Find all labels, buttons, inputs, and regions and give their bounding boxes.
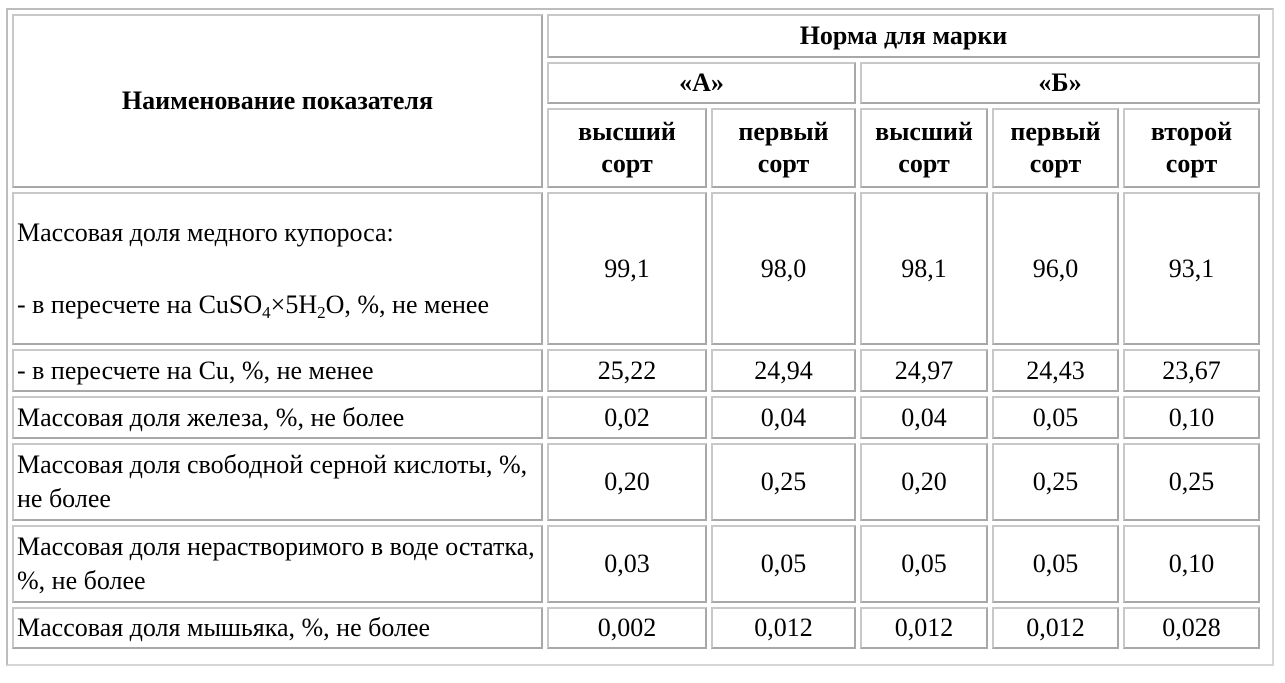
row-name: Массовая доля свободной серной кислоты, %, не более xyxy=(12,443,543,521)
value-cell: 0,10 xyxy=(1123,525,1260,603)
value-cell: 0,02 xyxy=(547,396,707,439)
value-cell: 24,94 xyxy=(711,349,856,392)
value-cell: 0,20 xyxy=(547,443,707,521)
table-row xyxy=(12,607,1260,649)
sort-header-b-first: первый сорт xyxy=(992,108,1119,188)
value-cell: 98,0 xyxy=(711,192,856,345)
row-name: - в пересчете на Cu, %, не менее xyxy=(12,349,543,392)
table-row xyxy=(12,525,1260,603)
value-cell: 0,25 xyxy=(992,443,1119,521)
value-cell: 0,20 xyxy=(860,443,988,521)
value-cell: 0,05 xyxy=(860,525,988,603)
value-cell: 99,1 xyxy=(547,192,707,345)
value-cell: 0,002 xyxy=(547,607,707,649)
value-cell: 0,012 xyxy=(860,607,988,649)
row-name: Массовая доля нерастворимого в воде остатка, %, не более xyxy=(12,525,543,603)
table-row xyxy=(12,349,1260,392)
value-cell: 0,04 xyxy=(860,396,988,439)
indicator-header: Наименование показателя xyxy=(12,14,543,188)
value-cell: 24,97 xyxy=(860,349,988,392)
row-name: Массовая доля железа, %, не более xyxy=(12,396,543,439)
value-cell: 93,1 xyxy=(1123,192,1260,345)
value-cell: 96,0 xyxy=(992,192,1119,345)
quality-spec-table xyxy=(8,10,1264,653)
sort-header-b-second: второй сорт xyxy=(1123,108,1260,188)
norm-header: Норма для марки xyxy=(547,14,1260,58)
value-cell: 0,04 xyxy=(711,396,856,439)
value-cell: 23,67 xyxy=(1123,349,1260,392)
value-cell: 0,25 xyxy=(1123,443,1260,521)
value-cell: 98,1 xyxy=(860,192,988,345)
value-cell: 0,05 xyxy=(992,396,1119,439)
sort-header-b-top: высший сорт xyxy=(860,108,988,188)
value-cell: 0,03 xyxy=(547,525,707,603)
sort-header-a-first: первый сорт xyxy=(711,108,856,188)
sort-header-a-top: высший сорт xyxy=(547,108,707,188)
value-cell: 0,05 xyxy=(711,525,856,603)
table-row xyxy=(12,192,1260,345)
value-cell: 0,028 xyxy=(1123,607,1260,649)
row-name: Массовая доля мышьяка, %, не более xyxy=(12,607,543,649)
value-cell: 0,10 xyxy=(1123,396,1260,439)
row-name: Массовая доля медного купороса: - в пересчете на $CuSO_4\times 5H_2O$, %, не менее xyxy=(12,192,543,345)
value-cell: 0,05 xyxy=(992,525,1119,603)
grade-a-header: «А» xyxy=(547,62,856,104)
table-row xyxy=(12,396,1260,439)
value-cell: 24,43 xyxy=(992,349,1119,392)
value-cell: 0,25 xyxy=(711,443,856,521)
value-cell: 0,012 xyxy=(992,607,1119,649)
value-cell: 25,22 xyxy=(547,349,707,392)
table-row xyxy=(12,443,1260,521)
grade-b-header: «Б» xyxy=(860,62,1260,104)
value-cell: 0,012 xyxy=(711,607,856,649)
